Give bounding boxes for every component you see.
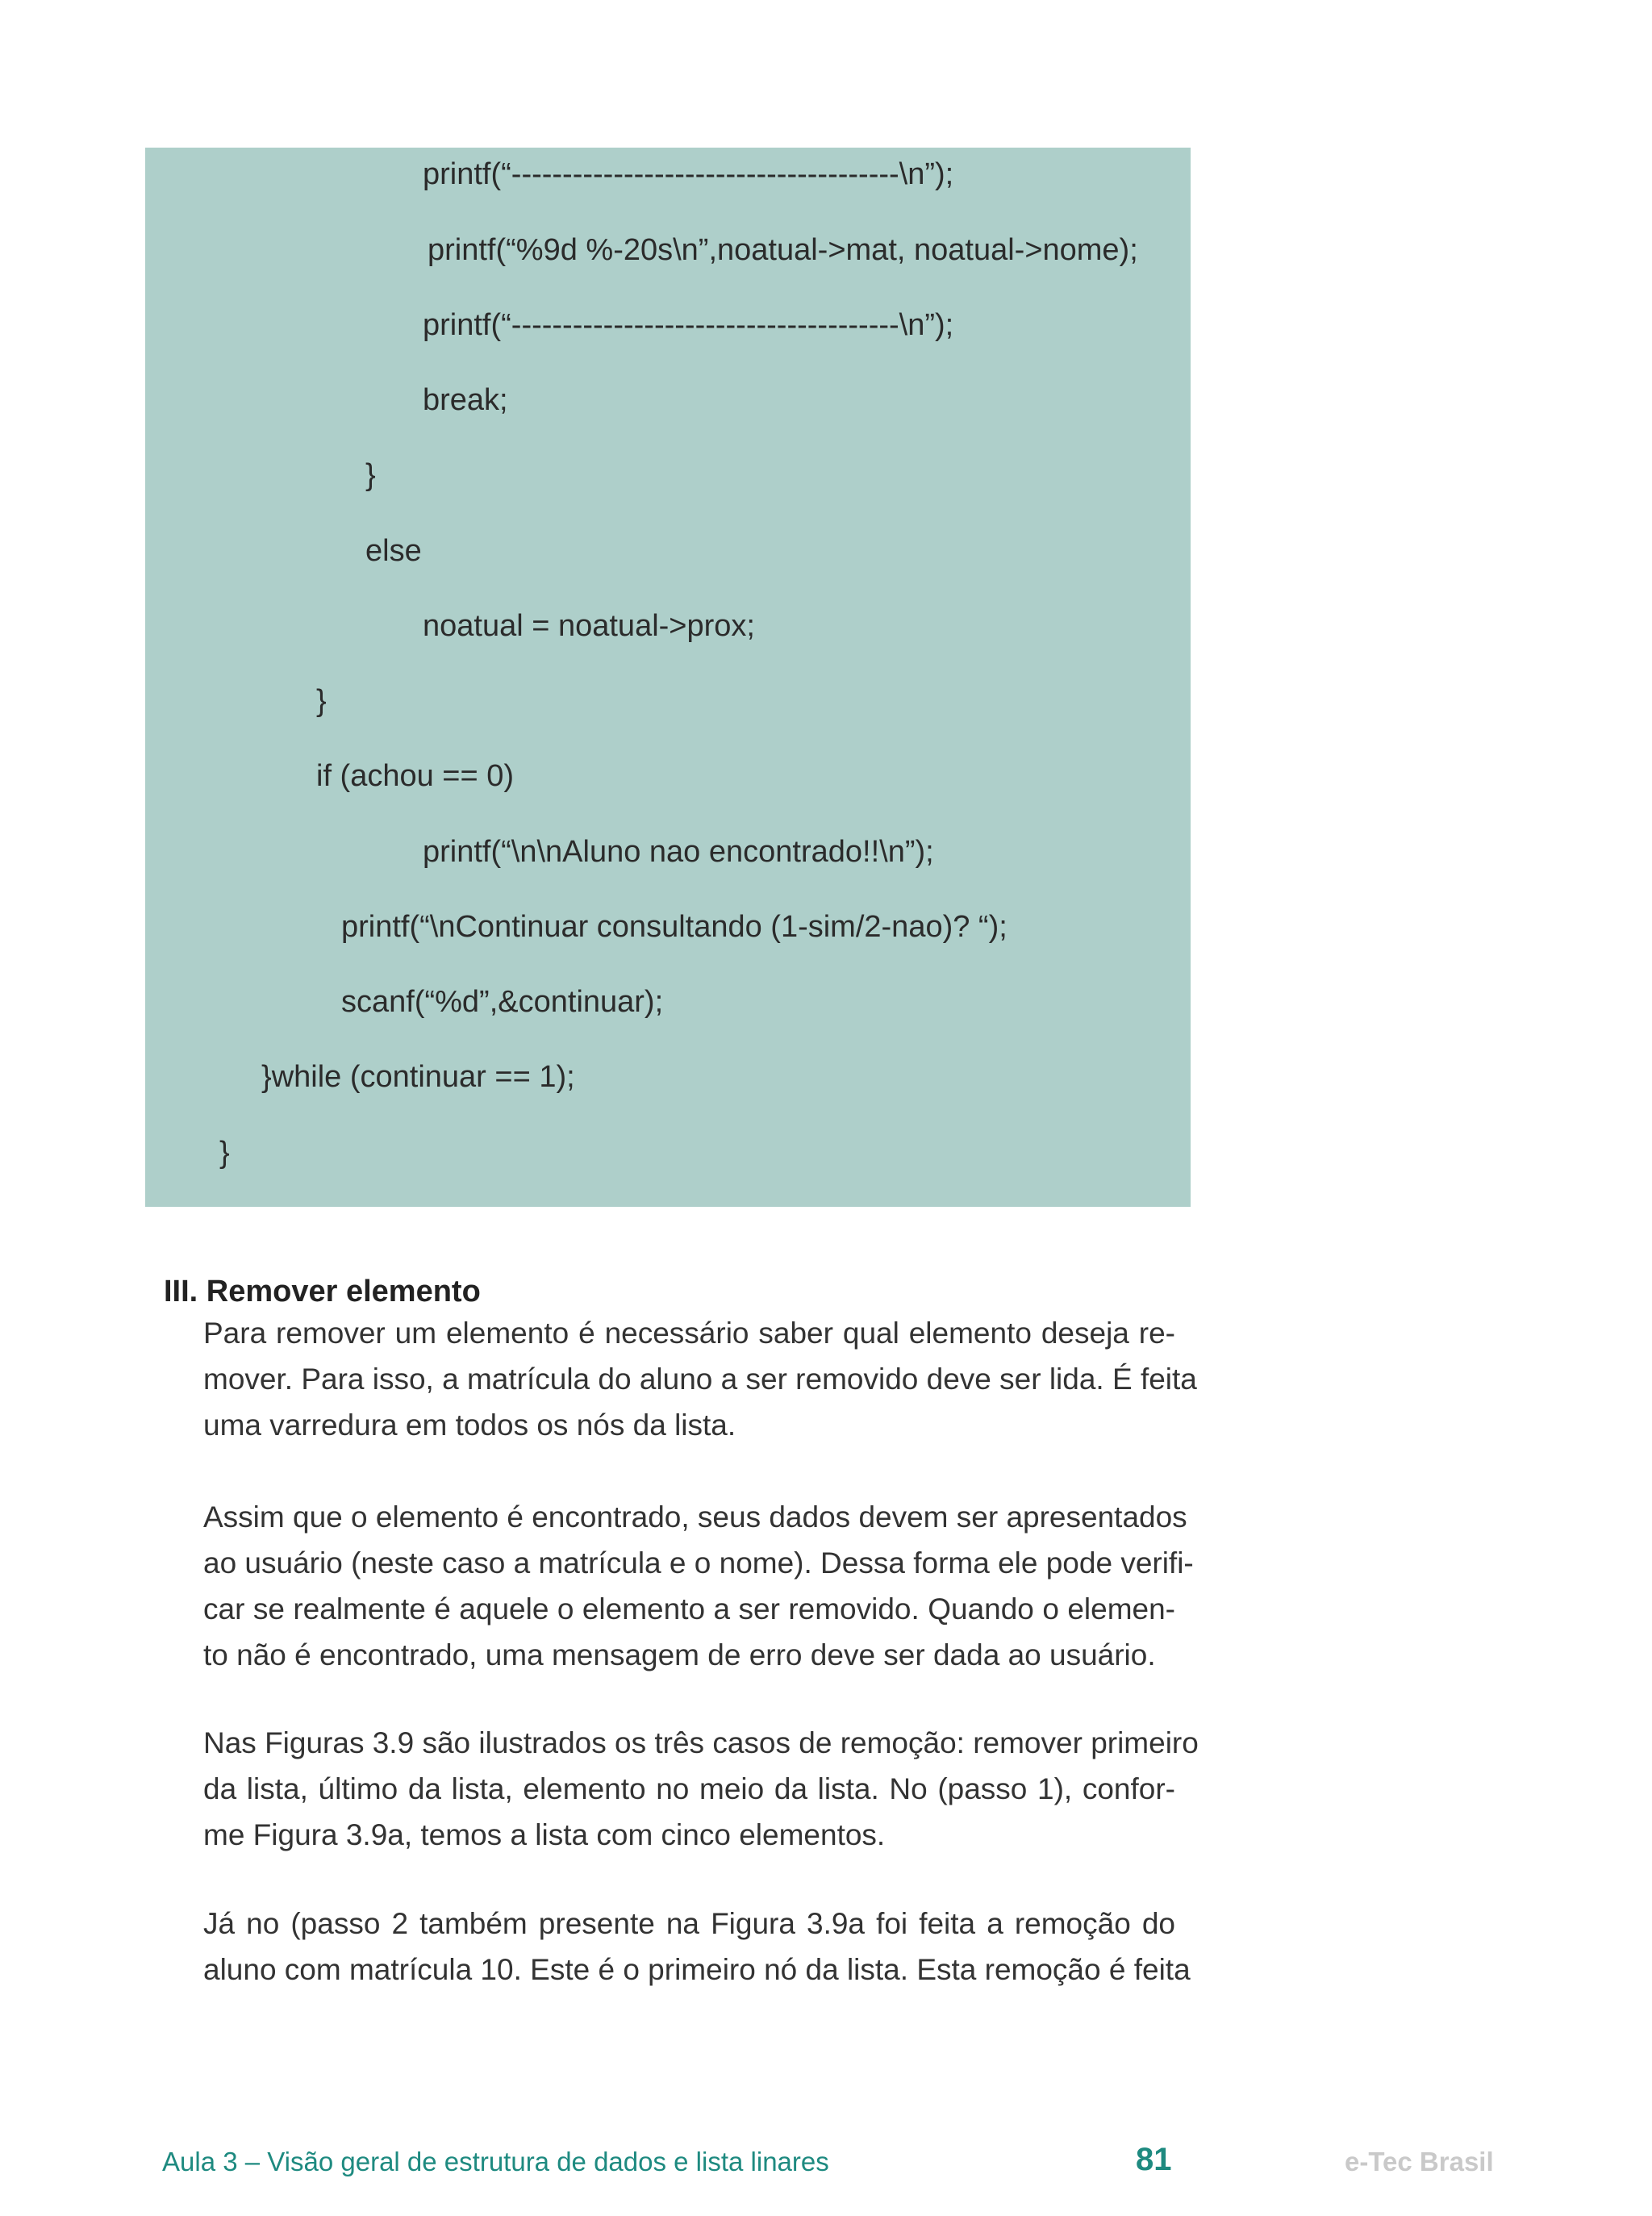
paragraph [203, 1310, 1197, 1448]
code-line: } [365, 458, 376, 492]
paragraph-line: Já no (passo 2 também presente na Figura 3.9a foi feita a remoção do [203, 1907, 1175, 1940]
paragraph-line: Para remover um elemento é necessário saber qual elemento deseja re- [203, 1317, 1175, 1350]
footer-chapter-title: Aula 3 – Visão geral de estrutura de dados e lista linares [162, 2147, 829, 2176]
paragraph-line: mover. Para isso, a matrícula do aluno a ser removido deve ser lida. É feita [203, 1363, 1197, 1396]
paragraph-line: Nas Figuras 3.9 são ilustrados os três casos de remoção: remover primeiro [203, 1726, 1199, 1759]
paragraph [203, 1720, 1199, 1858]
code-line: if (achou == 0) [316, 759, 515, 793]
paragraph [203, 1901, 1191, 1993]
paragraph-line: aluno com matrícula 10. Este é o primeiro nó da lista. Esta remoção é feita [203, 1953, 1191, 1986]
code-block [145, 148, 1191, 1207]
page-number: 81 [1136, 2142, 1172, 2177]
code-line: } [316, 684, 327, 718]
paragraph-line: Assim que o elemento é encontrado, seus dados devem ser apresentados [203, 1500, 1187, 1534]
paragraph-line: ao usuário (neste caso a matrícula e o nome). Dessa forma ele pode verifi- [203, 1546, 1194, 1580]
code-line: }while (continuar == 1); [261, 1060, 575, 1094]
paragraph-line: to não é encontrado, uma mensagem de erro deve ser dada ao usuário. [203, 1638, 1156, 1671]
code-line: noatual = noatual->prox; [423, 609, 755, 643]
paragraph-line: uma varredura em todos os nós da lista. [203, 1408, 736, 1442]
code-line: } [219, 1136, 230, 1170]
paragraph-line: da lista, último da lista, elemento no meio da lista. No (passo 1), confor- [203, 1772, 1175, 1805]
paragraph [203, 1494, 1194, 1678]
code-line: else [365, 534, 422, 568]
section-heading: III. Remover elemento [164, 1275, 481, 1308]
code-line: printf(“%9d %-20s\n”,noatual->mat, noatual->nome); [428, 233, 1138, 267]
paragraph-line: me Figura 3.9a, temos a lista com cinco elementos. [203, 1818, 886, 1851]
code-line: break; [423, 383, 508, 417]
paragraph-line: car se realmente é aquele o elemento a ser removido. Quando o elemen- [203, 1592, 1175, 1625]
code-line: printf(“--------------------------------------\n”); [423, 308, 954, 342]
code-line: scanf(“%d”,&continuar); [341, 985, 664, 1019]
footer-brand: e-Tec Brasil [1345, 2147, 1494, 2176]
code-line: printf(“\nContinuar consultando (1-sim/2-nao)? “); [341, 910, 1007, 944]
code-line: printf(“--------------------------------------\n”); [423, 157, 954, 191]
code-line: printf(“\n\nAluno nao encontrado!!\n”); [423, 835, 934, 869]
